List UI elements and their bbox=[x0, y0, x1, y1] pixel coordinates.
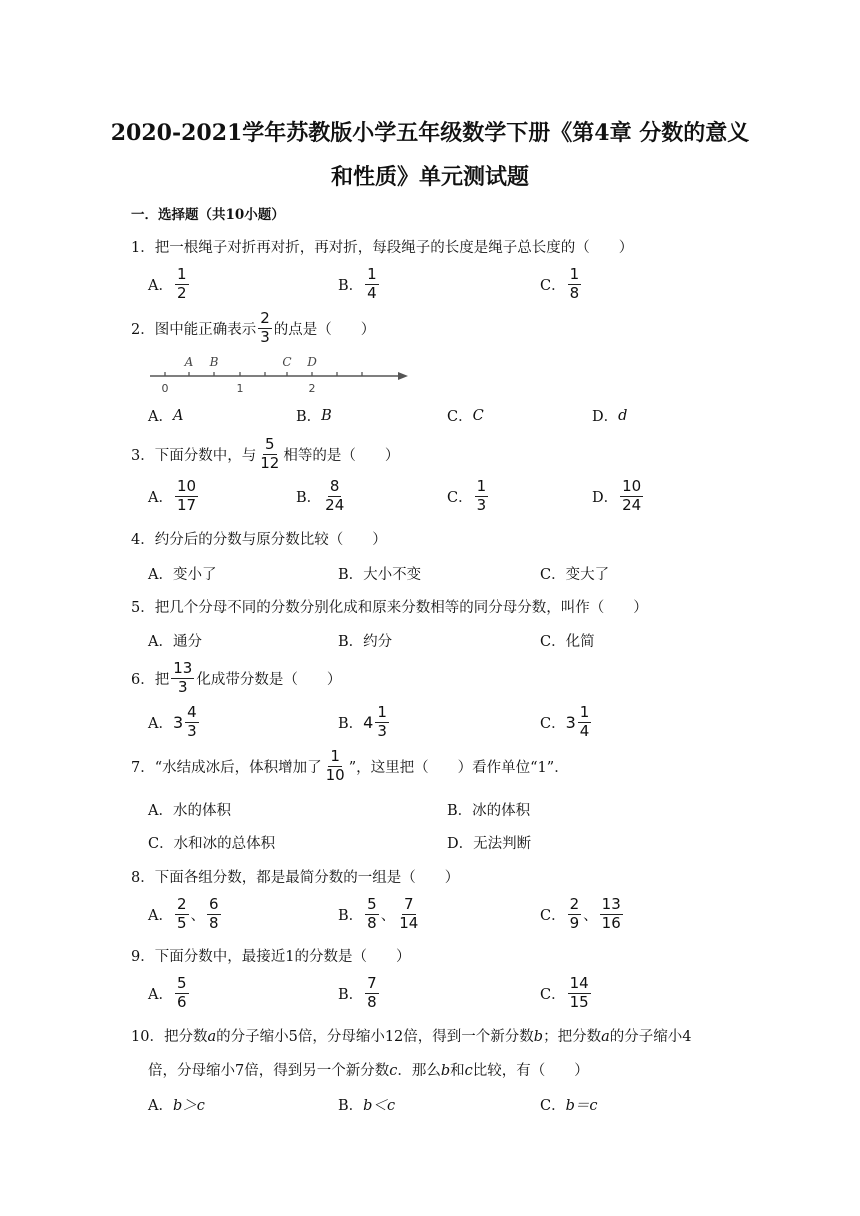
q7-option-a[interactable]: A． 水的体积 bbox=[148, 803, 231, 819]
question-6-stem: 6．把 $\frac{13}{3}$ 化成带分数是（ ） bbox=[131, 659, 342, 696]
question-9-stem: 9．下面分数中，最接近1的分数是（ ） bbox=[131, 949, 411, 965]
q10-option-b[interactable]: B． b＜c bbox=[338, 1098, 396, 1114]
q9-option-b[interactable]: B． $\frac{7}{8}$ bbox=[338, 974, 377, 1011]
q6-option-b[interactable]: B． 4 $\frac{1}{3}$ bbox=[338, 705, 391, 740]
question-10-stem-line1: 10．把分数a的分子缩小5倍，分母缩小12倍，得到一个新分数b；把分数a的分子缩小4 bbox=[131, 1029, 692, 1045]
mixed-number: 3 $\frac{1}{4}$ bbox=[565, 703, 590, 740]
question-1-stem: 1．把一根绳子对折再对折，再对折，每段绳子的长度是绳子总长度的（ ） bbox=[131, 240, 634, 256]
q5-option-a[interactable]: A． 通分 bbox=[148, 634, 202, 650]
page-title-line1: 2020-2021学年苏教版小学五年级数学下册《第4章 分数的意义 bbox=[110, 120, 750, 146]
question-3-stem: 3．下面分数中，与 $\frac{5}{12}$ 相等的是（ ） bbox=[131, 435, 400, 472]
fraction: $\frac{5}{6}$ bbox=[176, 974, 187, 1011]
number-line-arrow bbox=[398, 372, 408, 380]
q1-option-a[interactable]: A． $\frac{1}{2}$ bbox=[148, 265, 187, 302]
page-title-line2: 和性质》单元测试题 bbox=[330, 164, 529, 190]
mixed-number: 4 $\frac{1}{3}$ bbox=[363, 703, 387, 740]
q2-option-c[interactable]: C． C bbox=[447, 407, 484, 425]
fraction: $\frac{8}{24}$ bbox=[325, 477, 345, 514]
q9-option-c[interactable]: C． $\frac{14}{15}$ bbox=[540, 974, 589, 1011]
q2-option-d[interactable]: D． d bbox=[592, 407, 628, 425]
fraction: $\frac{1}{10}$ bbox=[325, 747, 345, 784]
q2-option-b[interactable]: B． B bbox=[296, 407, 332, 425]
q5-option-b[interactable]: B． 约分 bbox=[338, 634, 393, 650]
q3-option-b[interactable]: B． $\frac{8}{24}$ bbox=[296, 477, 345, 514]
question-10-stem-line2: 倍，分母缩小7倍，得到另一个新分数c．那么b和c比较，有（ ） bbox=[148, 1063, 589, 1079]
tick-label-2: 2 bbox=[308, 382, 316, 395]
fraction: $\frac{13}{3}$ bbox=[173, 659, 193, 696]
fraction: $\frac{7}{8}$ bbox=[367, 974, 377, 1011]
fraction: $\frac{14}{15}$ bbox=[569, 974, 589, 1011]
fraction: $\frac{1}{3}$ bbox=[476, 477, 487, 514]
q4-option-a[interactable]: A． 变小了 bbox=[148, 567, 217, 583]
point-label-b: B bbox=[209, 355, 219, 369]
fraction: $\frac{2}{3}$ bbox=[260, 309, 270, 346]
q8-option-b[interactable]: B． $\frac{5}{8}$ 、 $\frac{7}{14}$ bbox=[338, 895, 419, 932]
question-4-stem: 4．约分后的分数与原分数比较（ ） bbox=[131, 532, 387, 548]
q7-option-b[interactable]: B． 冰的体积 bbox=[447, 803, 531, 819]
q1-option-b[interactable]: B． $\frac{1}{4}$ bbox=[338, 265, 377, 302]
q3-option-a[interactable]: A． $\frac{10}{17}$ bbox=[148, 477, 197, 514]
fraction: $\frac{6}{8}$ bbox=[209, 895, 219, 932]
tick-label-1: 1 bbox=[236, 382, 244, 395]
tick-label-0: 0 bbox=[161, 382, 169, 395]
fraction: $\frac{5}{8}$ bbox=[367, 895, 377, 932]
q4-option-c[interactable]: C． 变大了 bbox=[540, 567, 610, 583]
q7-option-c[interactable]: C． 水和冰的总体积 bbox=[148, 836, 276, 852]
q6-option-c[interactable]: C． 3 $\frac{1}{4}$ bbox=[540, 705, 593, 740]
question-7-stem: 7．“水结成冰后，体积增加了 $\frac{1}{10}$ ”，这里把（ ）看作单位“1”． bbox=[131, 747, 569, 784]
q3-option-d[interactable]: D． $\frac{10}{24}$ bbox=[592, 477, 642, 514]
q10-option-a[interactable]: A． b＞c bbox=[148, 1098, 205, 1114]
q10-option-c[interactable]: C． b＝c bbox=[540, 1098, 598, 1114]
q4-option-b[interactable]: B． 大小不变 bbox=[338, 567, 422, 583]
q8-option-a[interactable]: A． $\frac{2}{5}$ 、 $\frac{6}{8}$ bbox=[148, 895, 219, 932]
q1-option-c[interactable]: C． $\frac{1}{8}$ bbox=[540, 265, 580, 302]
q9-option-a[interactable]: A． $\frac{5}{6}$ bbox=[148, 974, 187, 1011]
point-label-c: C bbox=[282, 355, 292, 369]
q7-option-d[interactable]: D． 无法判断 bbox=[447, 836, 532, 852]
fraction: $\frac{1}{4}$ bbox=[367, 265, 377, 302]
section-heading: 一．选择题（共10小题） bbox=[131, 207, 285, 223]
point-label-d: D bbox=[307, 355, 317, 369]
question-8-stem: 8．下面各组分数，都是最简分数的一组是（ ） bbox=[131, 870, 460, 886]
fraction: $\frac{5}{12}$ bbox=[260, 435, 280, 472]
q3-option-c[interactable]: C． $\frac{1}{3}$ bbox=[447, 477, 487, 514]
fraction: $\frac{13}{16}$ bbox=[601, 895, 621, 932]
q2-option-a[interactable]: A． A bbox=[148, 407, 184, 425]
number-line-figure bbox=[146, 348, 412, 398]
fraction: $\frac{7}{14}$ bbox=[399, 895, 419, 932]
fraction: $\frac{2}{9}$ bbox=[569, 895, 580, 932]
q6-option-a[interactable]: A． 3 $\frac{4}{3}$ bbox=[148, 705, 201, 740]
question-5-stem: 5．把几个分母不同的分数分别化成和原来分数相等的同分母分数，叫作（ ） bbox=[131, 600, 648, 616]
fraction: $\frac{2}{5}$ bbox=[176, 895, 187, 932]
q5-option-c[interactable]: C． 化简 bbox=[540, 634, 595, 650]
fraction: $\frac{1}{8}$ bbox=[569, 265, 580, 302]
q8-option-c[interactable]: C． $\frac{2}{9}$ 、 $\frac{13}{16}$ bbox=[540, 895, 621, 932]
fraction: $\frac{10}{17}$ bbox=[176, 477, 197, 514]
mixed-number: 3 $\frac{4}{3}$ bbox=[172, 703, 197, 740]
question-2-stem: 2．图中能正确表示 $\frac{2}{3}$ 的点是（ ） bbox=[131, 309, 376, 346]
point-label-a: A bbox=[184, 355, 194, 369]
fraction: $\frac{1}{2}$ bbox=[176, 265, 187, 302]
fraction: $\frac{10}{24}$ bbox=[622, 477, 642, 514]
